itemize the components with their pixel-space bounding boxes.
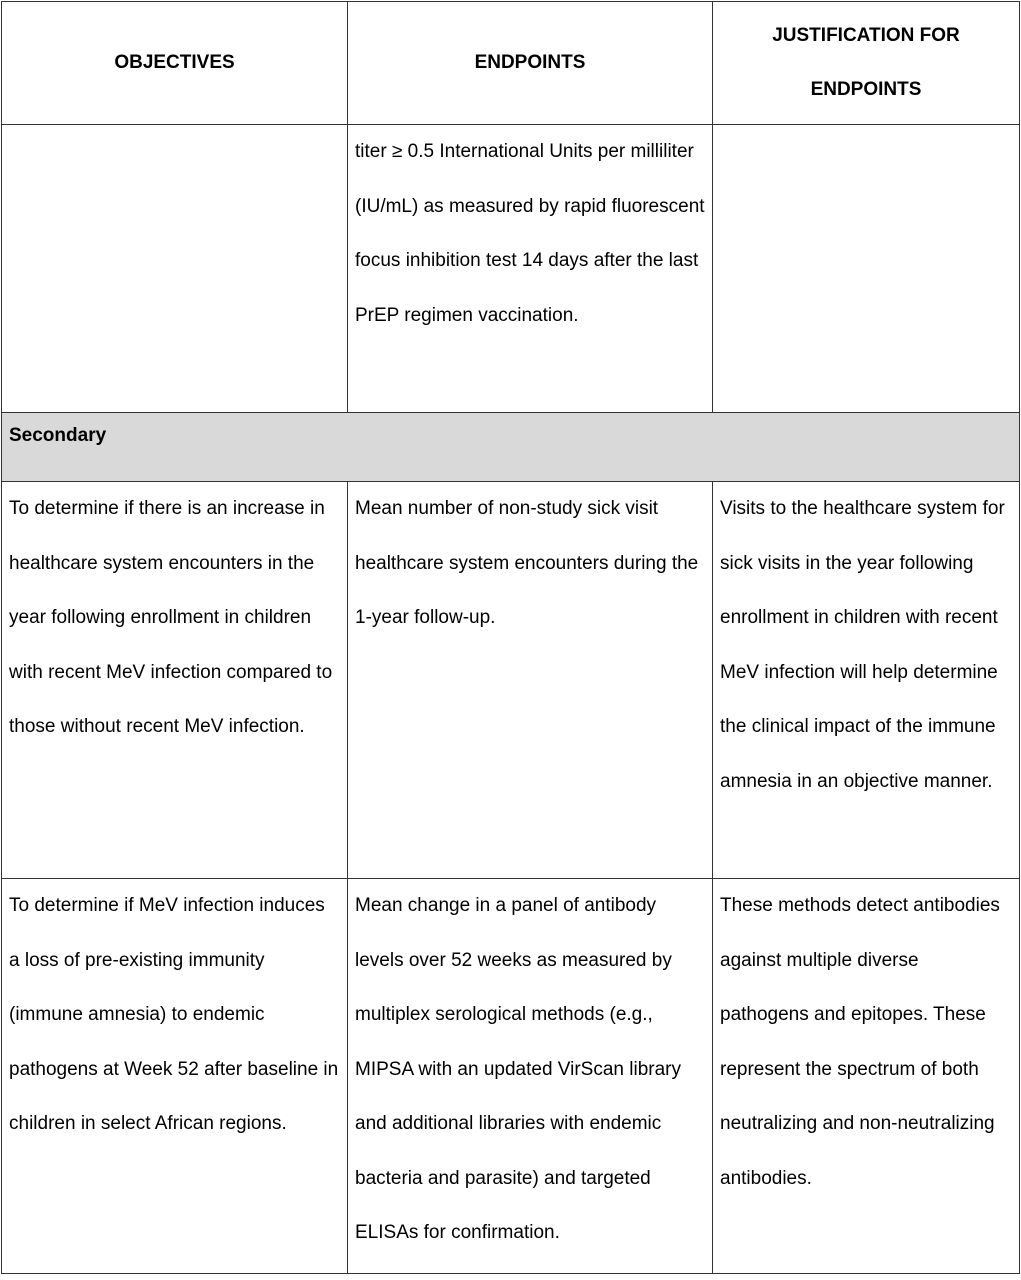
table-row: [2, 879, 1020, 1274]
table-row: [2, 482, 1020, 879]
header-objectives-label: OBJECTIVES: [114, 51, 235, 73]
endpoint-cell: [348, 125, 713, 413]
justification-text: Visits to the healthcare system for sick visits in the year following enrollment in children with recent MeV infection will help determine the clinical impact of the immune amnesia in an objective manner.: [720, 498, 1005, 792]
objective-text: To determine if there is an increase in healthcare system encounters in the year following enrollment in children with recent MeV infection compared to those without recent MeV infection.: [9, 498, 333, 737]
header-objectives: [2, 2, 348, 125]
header-endpoints-label: ENDPOINTS: [474, 51, 586, 73]
header-endpoints: [348, 2, 713, 125]
endpoint-text: Mean change in a panel of antibody levels over 52 weeks as measured by multiplex serological methods (e.g., MIPSA with an updated VirScan library and additional libraries with endemic bacteria and parasite) and targeted ELISAs for confirmation.: [355, 895, 681, 1243]
objectives-endpoints-table: [1, 1, 1020, 1274]
justification-cell: [713, 125, 1020, 413]
section-row: [2, 413, 1020, 482]
header-justification-line1: JUSTIFICATION FOR: [772, 24, 960, 46]
header-row: [2, 2, 1020, 125]
objective-text: To determine if MeV infection induces a loss of pre-existing immunity (immune amnesia) to endemic pathogens at Week 52 after baseline in children in select African regions.: [9, 895, 339, 1134]
endpoint-text: titer ≥ 0.5 International Units per milliliter (IU/mL) as measured by rapid fluorescent focus inhibition test 14 days after the last PrEP regimen vaccination.: [355, 141, 705, 326]
table-row: [2, 125, 1020, 413]
justification-cell: [713, 482, 1020, 879]
justification-cell: [713, 879, 1020, 1274]
endpoint-text: Mean number of non-study sick visit healthcare system encounters during the 1-year follow-up.: [355, 498, 699, 628]
section-label: Secondary: [2, 413, 1020, 482]
endpoint-cell: [348, 482, 713, 879]
justification-text: These methods detect antibodies against multiple diverse pathogens and epitopes. These represent the spectrum of both neutralizing and non-neutralizing antibodies.: [720, 895, 1000, 1189]
objective-cell: [2, 482, 348, 879]
objective-cell: [2, 879, 348, 1274]
header-justification-line2: ENDPOINTS: [810, 79, 922, 100]
objective-cell: [2, 125, 348, 413]
header-justification: [713, 2, 1020, 125]
endpoint-cell: [348, 879, 713, 1274]
